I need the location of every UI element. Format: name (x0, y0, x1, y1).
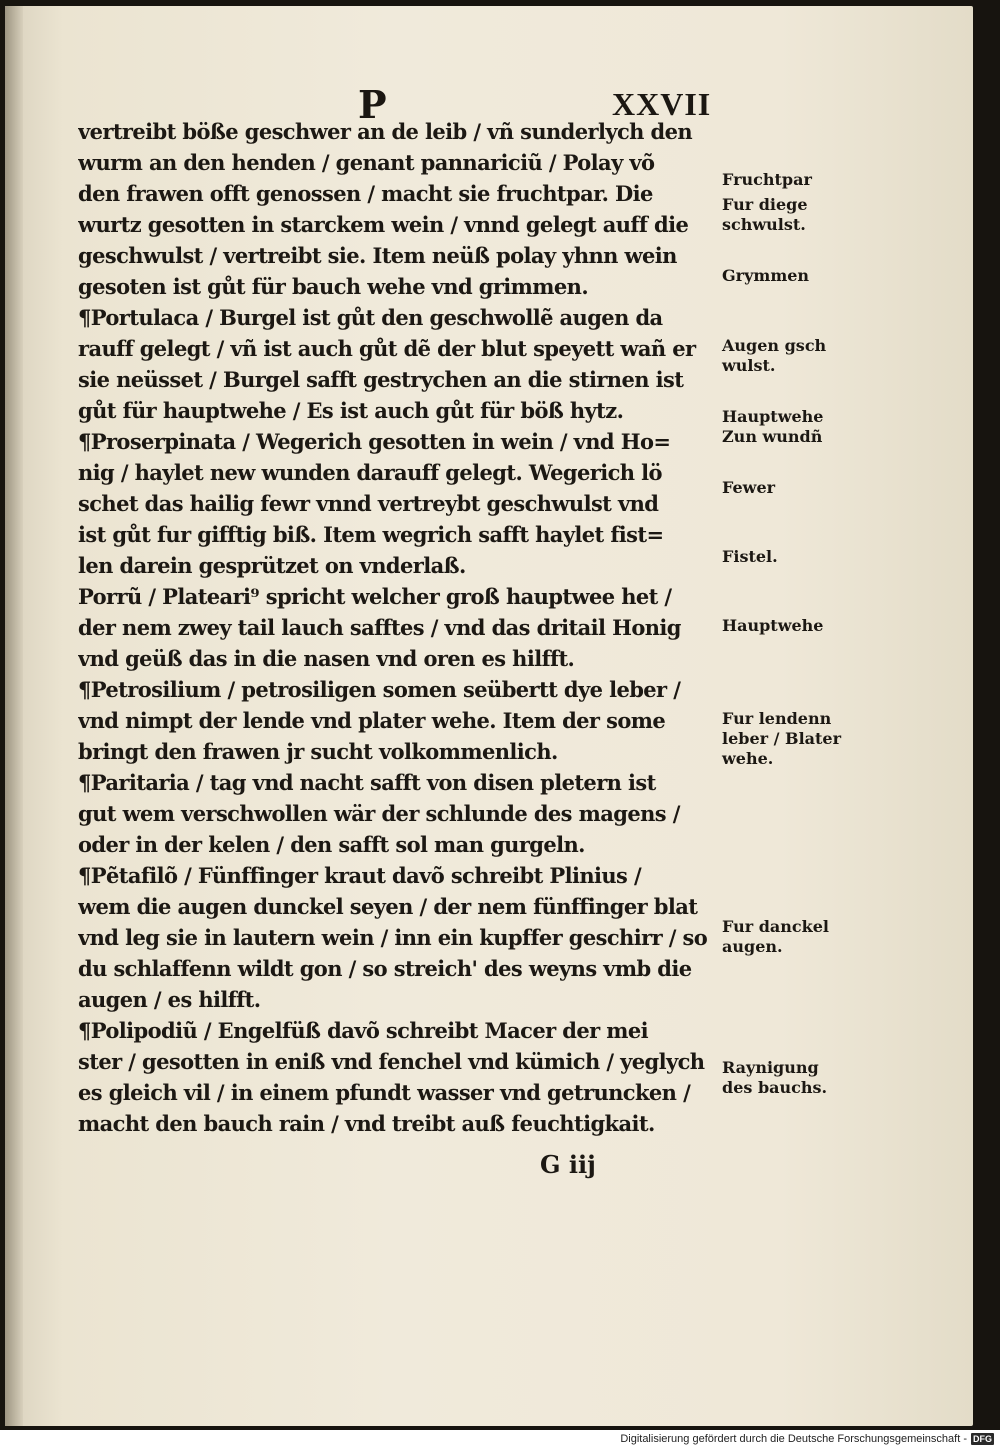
text-line: geschwulst / vertreibt sie. Item neüß polay yhnn wein (78, 243, 677, 268)
text-line: wem die augen dunckel seyen / der nem fünffinger blat (78, 894, 698, 919)
text-line: ist gůt fur gifftig biß. Item wegrich safft haylet fist= (78, 522, 664, 547)
dfg-logo: DFG (973, 1434, 992, 1444)
margin-note-dunckel-augen: Fur danckel augen. (722, 917, 829, 956)
text-line: macht den bauch rain / vnd treibt auß feuchtigkait. (78, 1111, 655, 1136)
text-line: ¶Pẽtafilõ / Fünffinger kraut davõ schreibt Plinius / (78, 863, 642, 888)
text-line: vnd geüß das in die nasen vnd oren es hilfft. (78, 646, 575, 671)
signature-letter: P (358, 82, 387, 127)
text-line: vertreibt böße geschwer an de leib / vñ sunderlych den (78, 119, 693, 144)
margin-note-lenden-leber-blater: Fur lendenn leber / Blater wehe. (722, 709, 842, 768)
text-line: augen / es hilfft. (78, 987, 261, 1012)
text-line: wurtz gesotten in starckem wein / vnnd gelegt auff die (78, 212, 689, 237)
text-line: Porrũ / Plateari⁹ spricht welcher groß hauptwee het / (78, 584, 672, 609)
text-line: der nem zwey tail lauch safftes / vnd das dritail Honig (78, 615, 681, 640)
text-line: ster / gesotten in eniß vnd fenchel vnd kümich / yeglych (78, 1049, 705, 1074)
margin-note-grymmen: Grymmen (722, 266, 810, 285)
text-line: oder in der kelen / den safft sol man gurgeln. (78, 832, 585, 857)
text-line: ¶Polipodiũ / Engelfüß davõ schreibt Macer der mei (78, 1018, 649, 1043)
text-line: gůt für hauptwehe / Es ist auch gůt für böß hytz. (78, 398, 624, 423)
text-line: ¶Paritaria / tag vnd nacht safft von disen pletern ist (78, 770, 656, 795)
margin-note-hauptwehe: Hauptwehe (722, 616, 824, 635)
folio-number: XXVII (612, 86, 712, 122)
margin-note-augen-geschwulst: Augen gsch wulst. (722, 336, 827, 375)
margin-note-fruchtpar: Fruchtpar (722, 170, 812, 189)
text-line: ¶Portulaca / Burgel ist gůt den geschwollẽ augen da (78, 305, 663, 330)
footer-credit (620, 1433, 994, 1445)
text-line: gut wem verschwollen wär der schlunde des magens / (78, 801, 680, 826)
text-line: sie neüsset / Burgel safft gestrychen an die stirnen ist (78, 367, 684, 392)
text-line: bringt den frawen jr sucht volkommenlich. (78, 739, 558, 764)
page-gutter (5, 6, 23, 1426)
text-line: vnd leg sie in lautern wein / inn ein kupffer geschirr / so (78, 925, 708, 950)
text-line: den frawen offt genossen / macht sie fruchtpar. Die (78, 181, 653, 206)
margin-note-raynigung: Raynigung des bauchs. (722, 1058, 828, 1097)
text-line: len darein gesprützet on vnderlaß. (78, 553, 466, 578)
text-line: wurm an den henden / genant pannariciũ / Polay võ (78, 150, 655, 175)
margin-note-fewer: Fewer (722, 478, 776, 497)
text-line: schet das hailig fewr vnnd vertreybt geschwulst vnd (78, 491, 659, 516)
main-text-block (78, 116, 718, 1139)
margin-note-geschwulst: Fur diege schwulst. (722, 195, 808, 234)
signature-catchword: G iij (540, 1150, 596, 1179)
margin-note-hauptwehe-wunden: Hauptwehe Zun wundñ (722, 407, 824, 446)
text-line: ¶Petrosilium / petrosiligen somen seübertt dye leber / (78, 677, 681, 702)
text-line: gesoten ist gůt für bauch wehe vnd grimmen. (78, 274, 589, 299)
text-line: es gleich vil / in einem pfundt wasser vnd getruncken / (78, 1080, 691, 1105)
footer-credit-text: Digitalisierung gefördert durch die Deutsche Forschungsgemeinschaft - (620, 1433, 967, 1445)
text-line: ¶Proserpinata / Wegerich gesotten in wein / vnd Ho= (78, 429, 671, 454)
text-line: rauff gelegt / vñ ist auch gůt dẽ der blut speyett wañ er (78, 336, 696, 361)
text-line: vnd nimpt der lende vnd plater wehe. Item der some (78, 708, 666, 733)
text-line: du schlaffenn wildt gon / so streich' des weyns vmb die (78, 956, 692, 981)
text-line: nig / haylet new wunden darauff gelegt. Wegerich lö (78, 460, 662, 485)
margin-note-fistel: Fistel. (722, 547, 778, 566)
